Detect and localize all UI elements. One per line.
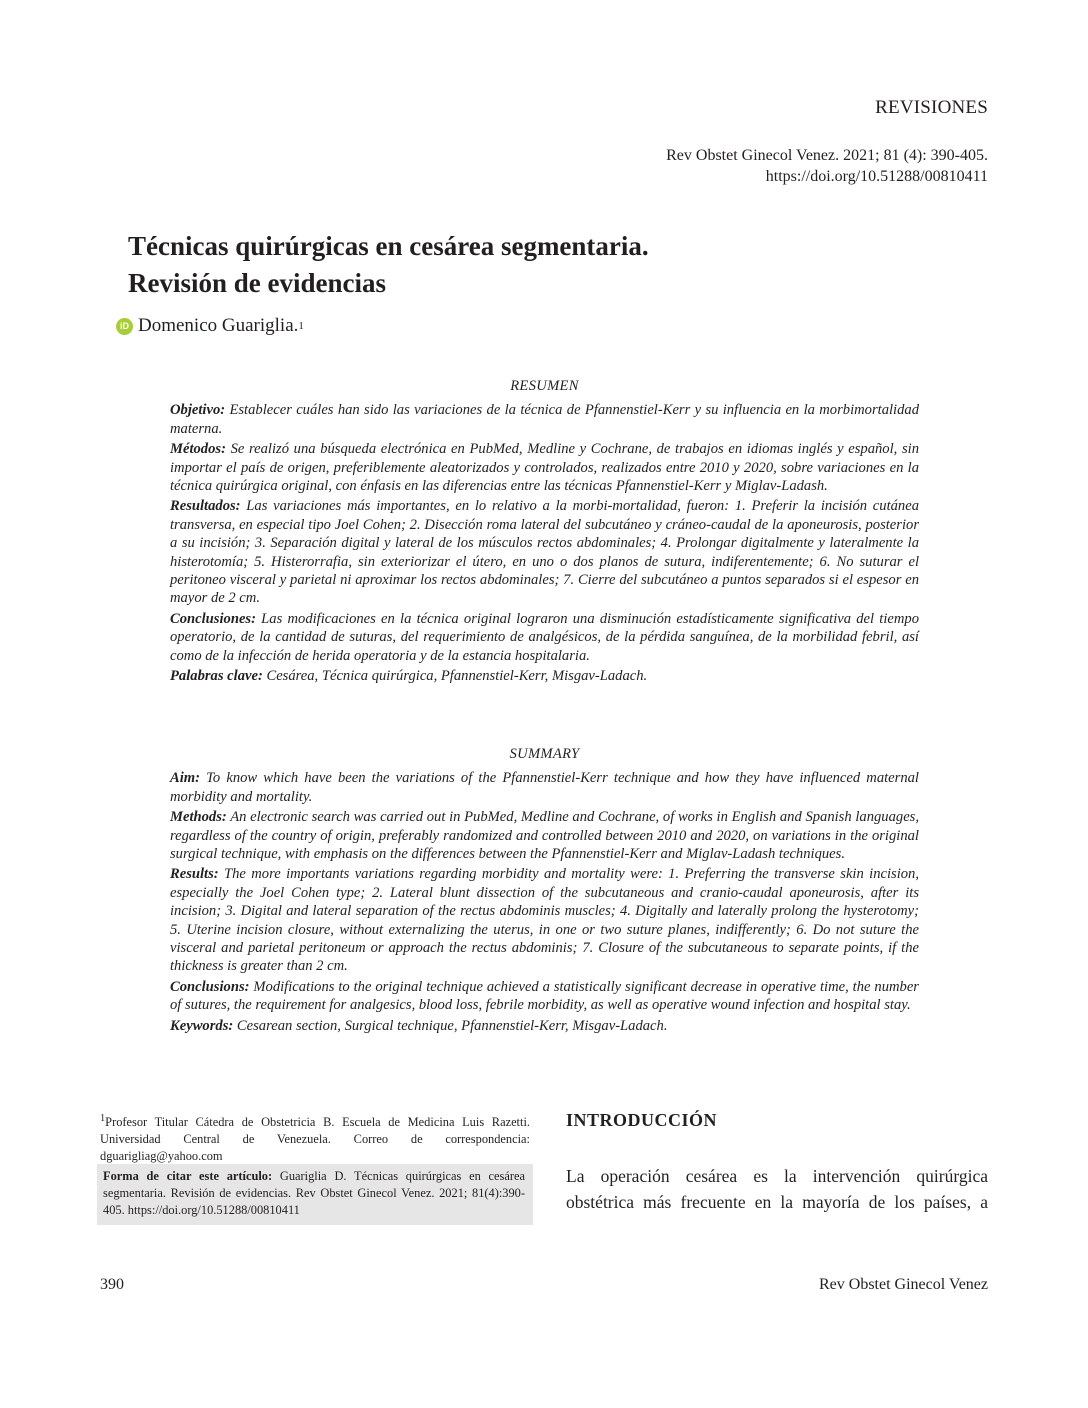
- paragraph-label: Methods:: [170, 809, 227, 826]
- resumen-heading: RESUMEN: [510, 378, 579, 394]
- summary-heading: SUMMARY: [509, 746, 580, 762]
- affiliation-footnote: [100, 1110, 530, 1165]
- author: [116, 315, 304, 337]
- paragraph-label: Palabras clave:: [170, 668, 263, 685]
- paragraph-label: Keywords:: [170, 1017, 234, 1034]
- paragraph-label: Métodos:: [170, 441, 226, 458]
- paragraph-text: Establecer cuáles han sido las variaciones de la técnica de Pfannenstiel-Kerr y su influencia en la morbimortalidad materna.: [170, 402, 919, 437]
- orcid-icon[interactable]: iD: [116, 318, 133, 335]
- article-title: [128, 228, 828, 302]
- how-to-cite-box: [97, 1164, 533, 1225]
- paragraph-text: Cesarean section, Surgical technique, Pfannenstiel-Kerr, Misgav-Ladach.: [233, 1017, 668, 1034]
- page-number: 390: [100, 1276, 124, 1293]
- cite-text: Guariglia D. Técnicas quirúrgicas en cesárea segmentaria. Revisión de evidencias. Rev Obstet Ginecol Venez. 2021; 81(4):390-405. https://doi.org/10.51288/00810411: [103, 1169, 525, 1217]
- resumen: [170, 377, 919, 688]
- paragraph-text: Cesárea, Técnica quirúrgica, Pfannenstiel-Kerr, Misgav-Ladach.: [262, 668, 648, 685]
- paragraph-label: Objetivo:: [170, 402, 226, 419]
- resumen-metodos: [170, 440, 919, 495]
- paragraph-text: To know which have been the variations of the Pfannenstiel-Kerr technique and how they have influenced maternal morbidity and mortality.: [170, 770, 919, 805]
- paragraph-text: An electronic search was carried out in PubMed, Medline and Cochrane, of works in English and Spanish languages, regardless of the country of origin, preferably randomized and controlled between 2010 and 2020, on variations in the original surgical technique, with emphasis on the differences between the Pfannenstiel-Kerr and Miglav-Ladash techniques.: [170, 809, 919, 863]
- footnote-text: Profesor Titular Cátedra de Obstetricia B. Escuela de Medicina Luis Razetti. Universidad Central de Venezuela. Correo de correspondencia: dguarigliag@yahoo.com: [100, 1115, 530, 1164]
- resumen-palabras-clave: [170, 667, 919, 685]
- paragraph-label: Results:: [170, 866, 219, 883]
- paragraph-label: Conclusiones:: [170, 610, 256, 627]
- introduction-heading: INTRODUCCIÓN: [566, 1110, 718, 1130]
- paragraph-text: Modifications to the original technique achieved a statistically significant decrease in operative time, the number of sutures, the requirement for analgesics, blood loss, febrile morbidity, as well as operative wound infection and hospital stay.: [170, 978, 919, 1014]
- author-name: Domenico Guariglia.: [138, 315, 299, 336]
- paragraph-label: Resultados:: [170, 498, 241, 515]
- summary-conclusions: [170, 978, 919, 1015]
- summary-results: [170, 865, 919, 975]
- paragraph-label: Conclusions:: [170, 978, 250, 995]
- doi-link[interactable]: https://doi.org/10.51288/00810411: [765, 168, 988, 185]
- title-line-1: Técnicas quirúrgicas en cesárea segmentaria.: [128, 231, 649, 261]
- paragraph-text: Las variaciones más importantes, en lo relativo a la morbi-mortalidad, fueron: 1. Preferir la incisión cutánea transversa, en especial tipo Joel Cohen; 2. Disección roma lateral del subcutáneo y cráneo-caudal de la aponeurosis, posterior a su incisión; 3. Separación digital y lateral de los músculos rectos abdominales; 4. Prolongar digitalmente y lateralmente la histerotomía; 5. Histerorrafia, sin exteriorizar el útero, en uno o dos planos de sutura, indiferentemente; 6. No suturar el peritoneo visceral y parietal ni aproximar los rectos abdominales; 7. Cierre del subcutáneo a puntos separados si el espesor en mayor de 2 cm.: [170, 498, 919, 607]
- resumen-conclusiones: [170, 610, 919, 665]
- paragraph-text: Se realizó una búsqueda electrónica en PubMed, Medline y Cochrane, de trabajos en idiomas inglés y español, sin importar el país de origen, preferiblemente aleatorizados y controlados, realizados entre 2010 y 2020, sobre variaciones en la técnica quirúrgica original, con énfasis en las diferencias entre las técnicas Pfannenstiel-Kerr y Miglav-Ladash.: [170, 441, 919, 495]
- resumen-objetivo: [170, 401, 919, 438]
- introduction-text: La operación cesárea es la intervención quirúrgica obstétrica más frecuente en la mayoría de los países, a: [566, 1166, 988, 1212]
- paragraph-text: The more importants variations regarding morbidity and mortality were: 1. Preferring the transverse skin incision, especially the Joel Cohen type; 2. Lateral blunt dissection of the subcutaneous and cranio-caudal aponeurosis, after its incision; 3. Digital and lateral separation of the rectus abdominis muscles; 4. Digitally and laterally prolong the hysterotomy; 5. Uterine incision closure, without externalizing the uterus, in one or two suture planes, indifferently; 6. Do not suture the visceral and parietal peritoneum or approach the rectus abdominis; 7. Closure of the subcutaneous to separate points, if the thickness is greater than 2 cm.: [170, 866, 919, 975]
- summary: [170, 745, 919, 1037]
- summary-aim: [170, 769, 919, 806]
- cite-label: Forma de citar este artículo:: [103, 1169, 273, 1183]
- paragraph-text: Las modificaciones en la técnica original lograron una disminución estadísticamente significativa del tiempo operatorio, de la cantidad de suturas, del requerimiento de analgésicos, de la pérdida sanguínea, de la morbilidad febril, así como de la infección de herida operatoria y de la estancia hospitalaria.: [170, 610, 919, 664]
- affiliation-mark: 1: [298, 320, 304, 332]
- citation-line: Rev Obstet Ginecol Venez. 2021; 81 (4): 390-405.: [666, 147, 988, 164]
- section-label: REVISIONES: [875, 97, 988, 118]
- footnote-mark: 1: [100, 1113, 106, 1124]
- running-footer: Rev Obstet Ginecol Venez: [819, 1276, 988, 1293]
- title-line-2: Revisión de evidencias: [128, 268, 387, 298]
- summary-methods: [170, 808, 919, 863]
- journal-citation: [666, 145, 988, 187]
- resumen-resultados: [170, 497, 919, 607]
- summary-keywords: [170, 1017, 919, 1035]
- paragraph-label: Aim:: [170, 770, 200, 787]
